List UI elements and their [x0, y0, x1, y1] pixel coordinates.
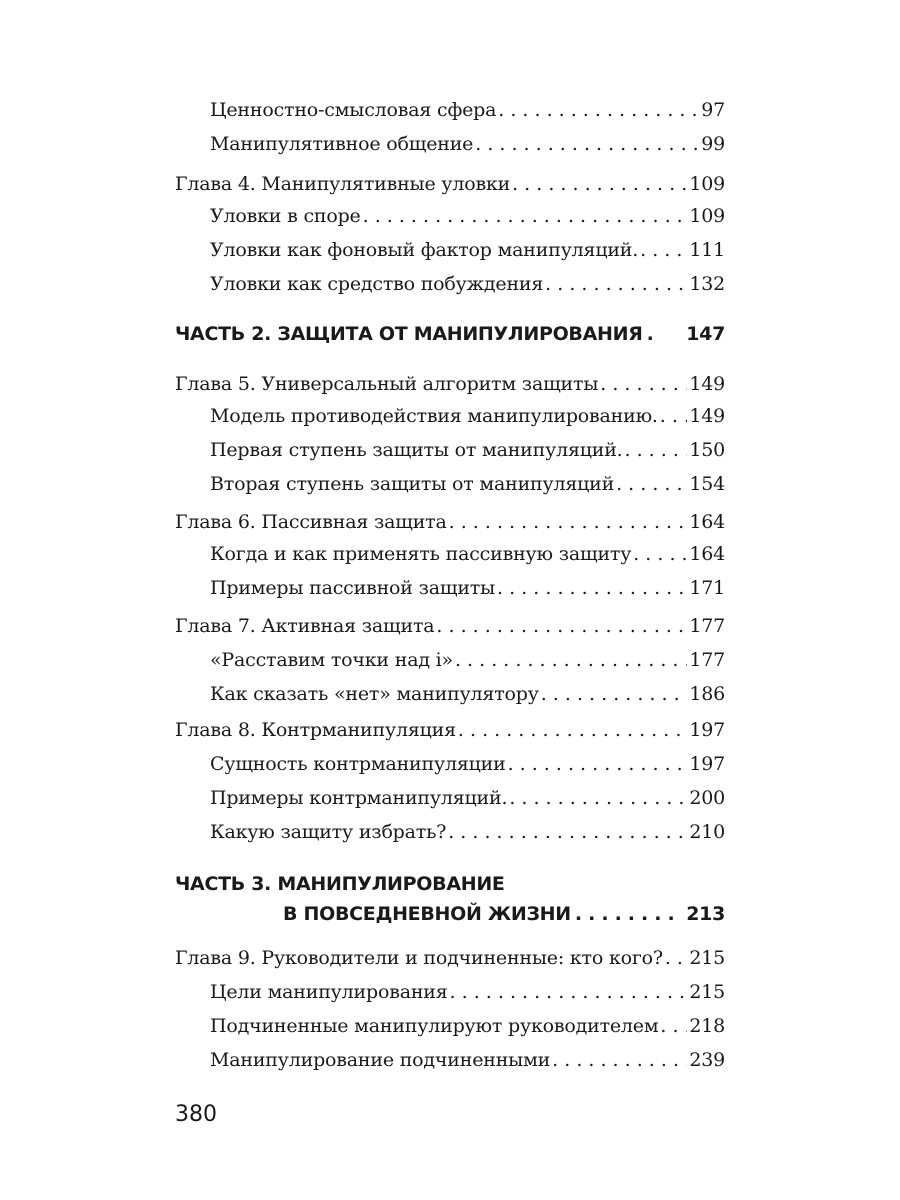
leader-dots	[497, 576, 687, 600]
leader-dots	[455, 648, 687, 672]
toc-entry	[210, 648, 725, 672]
toc-entry-page: 218	[689, 1015, 725, 1037]
leader-dots	[448, 820, 687, 844]
toc-entry	[210, 1048, 725, 1072]
toc-chapter-title: Глава 8. Контрманипуляция	[175, 719, 456, 741]
toc-entry-title: «Расставим точки над і»	[210, 649, 453, 671]
toc-chapter	[175, 372, 725, 396]
leader-dots	[508, 752, 688, 776]
toc-entry-page: 239	[689, 1049, 725, 1071]
toc-part-page: 147	[686, 323, 725, 345]
toc-chapter-title: Глава 6. Пассивная защита	[175, 511, 447, 533]
toc-chapter-title: Глава 9. Руководители и подчиненные: кто кого?	[175, 947, 663, 969]
leader-dots	[475, 132, 699, 156]
toc-entry	[210, 132, 725, 156]
page-number: 380	[175, 1102, 217, 1127]
toc-entry-page: 99	[701, 133, 725, 155]
toc-entry	[210, 472, 725, 496]
toc-entry-title: Когда и как применять пассивную защиту	[210, 543, 632, 565]
toc-entry-title: Как сказать «нет» манипулятору	[210, 683, 539, 705]
toc-entry-title: Примеры пассивной защиты	[210, 577, 496, 599]
toc-entry	[210, 204, 725, 228]
toc-entry-title: Манипулирование подчиненными	[210, 1049, 551, 1071]
toc-chapter-title: Глава 7. Активная защита	[175, 615, 435, 637]
leader-dots	[647, 322, 683, 346]
toc-entry	[210, 820, 725, 844]
toc-entry-page: 200	[689, 787, 725, 809]
toc-part-title: ЧАСТЬ 2. ЗАЩИТА ОТ МАНИПУЛИРОВАНИЯ	[175, 323, 643, 345]
toc-chapter-page: 109	[689, 173, 725, 195]
toc-entry-page: 210	[689, 821, 725, 843]
toc-entry-page: 111	[689, 239, 725, 261]
toc-chapter-page: 215	[689, 947, 725, 969]
toc-entry-title: Уловки в споре	[210, 205, 361, 227]
leader-dots	[660, 1014, 687, 1038]
leader-dots	[545, 272, 687, 296]
toc-entry-page: 177	[689, 649, 725, 671]
toc-entry-page: 154	[689, 473, 725, 495]
leader-dots	[600, 372, 687, 396]
leader-dots	[450, 980, 688, 1004]
toc-entry-title: Сущность контрманипуляции	[210, 753, 506, 775]
toc-entry	[210, 272, 725, 296]
toc-entry	[210, 980, 725, 1004]
toc-part-page: 213	[686, 903, 725, 925]
toc-entry-title: Уловки как фоновый фактор манипуляций.	[210, 239, 639, 261]
toc-entry-title: Манипулятивное общение	[210, 133, 474, 155]
toc-entry-page: 215	[689, 981, 725, 1003]
toc-entry-title: Модель противодействия манипулированию.	[210, 405, 658, 427]
toc-entry-page: 197	[689, 753, 725, 775]
toc-entry-page: 132	[689, 273, 725, 295]
toc-entry-page: 186	[689, 683, 725, 705]
toc-entry-page: 149	[689, 405, 725, 427]
toc-entry-title: Уловки как средство побуждения	[210, 273, 544, 295]
leader-dots	[512, 172, 687, 196]
toc-entry	[210, 98, 725, 122]
toc-entry-title: Подчиненные манипулируют руководителем	[210, 1015, 659, 1037]
toc-chapter	[175, 510, 725, 534]
toc-entry-page: 150	[689, 439, 725, 461]
toc-entry-page: 97	[701, 99, 725, 121]
toc-entry-title: Какую защиту избрать?	[210, 821, 447, 843]
toc-entry	[210, 1014, 725, 1038]
toc-entry	[210, 404, 725, 428]
leader-dots	[575, 902, 682, 926]
toc-entry-title: Вторая ступень защиты от манипуляций	[210, 473, 615, 495]
toc-chapter	[175, 946, 725, 970]
toc-entry-title: Первая ступень защиты от манипуляций.	[210, 439, 623, 461]
toc-entry	[210, 576, 725, 600]
toc-chapter	[175, 614, 725, 638]
toc-part-heading	[175, 322, 725, 346]
leader-dots	[458, 718, 687, 742]
toc-part-title-line1: ЧАСТЬ 3. МАНИПУЛИРОВАНИЕ	[175, 873, 505, 895]
leader-dots	[616, 472, 687, 496]
toc-entry	[210, 542, 725, 566]
toc-entry-page: 109	[689, 205, 725, 227]
toc-chapter-page: 164	[689, 511, 725, 533]
toc-chapter	[175, 172, 725, 196]
toc-entry-title: Примеры контрманипуляций.	[210, 787, 508, 809]
leader-dots	[541, 682, 688, 706]
leader-dots	[436, 614, 687, 638]
toc-part-heading	[175, 872, 725, 926]
toc-entry-page: 164	[689, 543, 725, 565]
toc-entry	[210, 682, 725, 706]
leader-dots	[498, 98, 699, 122]
leader-dots	[660, 404, 688, 428]
toc-part-title-line2: В ПОВСЕДНЕВНОЙ ЖИЗНИ	[283, 903, 571, 925]
leader-dots	[625, 438, 688, 462]
leader-dots	[552, 1048, 687, 1072]
toc-chapter-page: 177	[689, 615, 725, 637]
leader-dots	[665, 946, 687, 970]
toc-entry	[210, 238, 725, 262]
leader-dots	[640, 238, 687, 262]
leader-dots	[449, 510, 688, 534]
toc-entry-title: Ценностно-смысловая сфера	[210, 99, 497, 121]
toc-entry	[210, 752, 725, 776]
leader-dots	[509, 786, 687, 810]
toc-entry-title: Цели манипулирования	[210, 981, 448, 1003]
leader-dots	[633, 542, 687, 566]
toc-entry	[210, 786, 725, 810]
toc-chapter-title: Глава 4. Манипулятивные уловки	[175, 173, 511, 195]
toc-chapter-page: 149	[689, 373, 725, 395]
toc-entry	[210, 438, 725, 462]
toc-chapter-page: 197	[689, 719, 725, 741]
toc-chapter	[175, 718, 725, 742]
toc-chapter-title: Глава 5. Универсальный алгоритм защиты	[175, 373, 599, 395]
toc-entry-page: 171	[689, 577, 725, 599]
leader-dots	[363, 204, 688, 228]
